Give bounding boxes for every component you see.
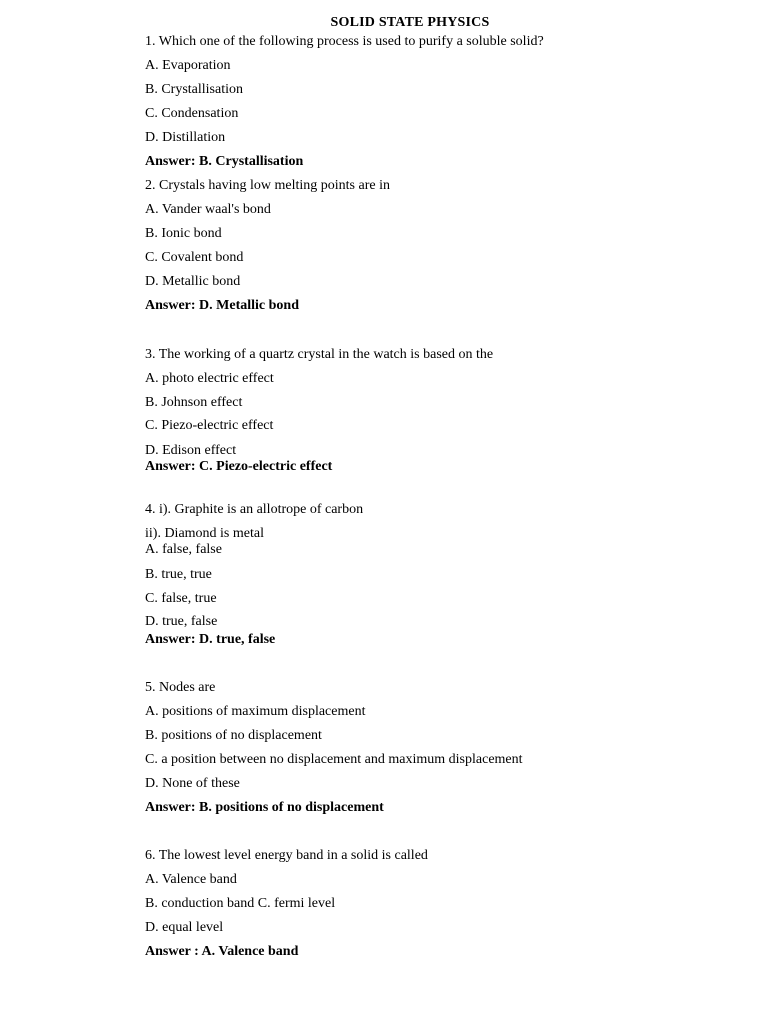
question-1-option-a: A. Evaporation [145,58,231,73]
question-4-option-d: D. true, false [145,614,218,629]
question-4-option-b: B. true, true [145,567,212,582]
question-4-answer: Answer: D. true, false [145,632,276,647]
question-3-text: 3. The working of a quartz crystal in the watch is based on the [145,347,494,362]
question-2-option-a: A. Vander waal's bond [145,202,271,217]
question-6-option-b: B. conduction band C. fermi level [145,896,336,911]
question-3-option-b: B. Johnson effect [145,395,243,410]
question-1-option-d: D. Distillation [145,130,226,145]
question-5-answer: Answer: B. positions of no displacement [145,800,384,815]
question-3-option-d: D. Edison effect [145,443,237,458]
question-3-option-c: C. Piezo-electric effect [145,418,274,433]
question-5-option-b: B. positions of no displacement [145,728,322,743]
question-5-option-c: C. a position between no displacement and maximum displacement [145,752,523,767]
question-2-text: 2. Crystals having low melting points are in [145,178,390,193]
question-5-option-a: A. positions of maximum displacement [145,704,366,719]
question-4-option-a: A. false, false [145,542,222,557]
question-6-option-a: A. Valence band [145,872,237,887]
question-2-answer: Answer: D. Metallic bond [145,298,299,313]
question-6-text: 6. The lowest level energy band in a solid is called [145,848,428,863]
question-1-answer: Answer: B. Crystallisation [145,154,304,169]
question-6-option-d: D. equal level [145,920,224,935]
question-1-option-b: B. Crystallisation [145,82,243,97]
question-2-option-b: B. Ionic bond [145,226,222,241]
question-5-option-d: D. None of these [145,776,240,791]
document-title: SOLID STATE PHYSICS [330,15,490,30]
question-1-text: 1. Which one of the following process is used to purify a soluble solid? [145,34,544,49]
question-6-answer: Answer : A. Valence band [145,944,299,959]
question-2-option-c: C. Covalent bond [145,250,244,265]
question-4-option-c: C. false, true [145,591,217,606]
question-4-text: 4. i). Graphite is an allotrope of carbon [145,502,364,517]
question-5-text: 5. Nodes are [145,680,216,695]
question-4-text-line2: ii). Diamond is metal [145,526,264,541]
question-3-option-a: A. photo electric effect [145,371,274,386]
question-3-answer: Answer: C. Piezo-electric effect [145,459,333,474]
question-2-option-d: D. Metallic bond [145,274,241,289]
question-1-option-c: C. Condensation [145,106,239,121]
